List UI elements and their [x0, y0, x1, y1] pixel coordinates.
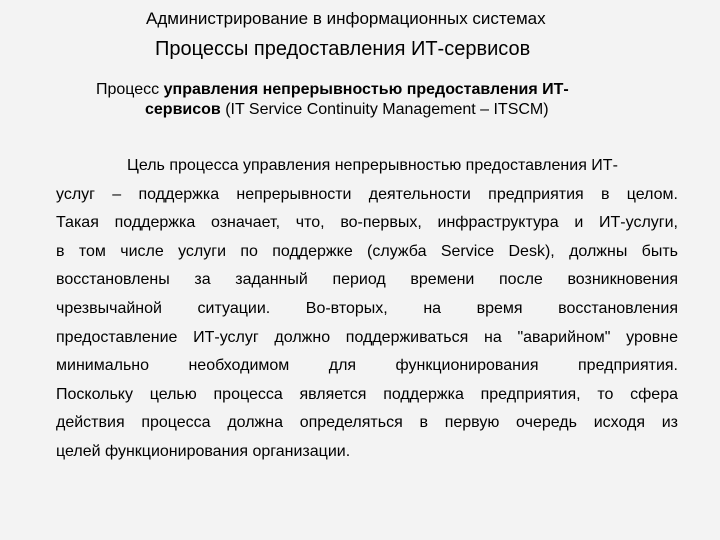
- body-line: восстановлены за заданный период времени после возникновения: [56, 271, 678, 289]
- body-line: предоставление ИТ-услуг должно поддерживаться на "аварийном" уровне: [56, 328, 678, 346]
- body-line: Цель процесса управления непрерывностью предоставления ИТ-: [127, 157, 618, 174]
- process-heading-prefix: Процесс: [96, 81, 164, 98]
- body-paragraph: [56, 152, 678, 467]
- course-title: Администрирование в информационных системах: [146, 9, 546, 28]
- process-heading-line-1: [96, 80, 656, 100]
- body-line: минимально необходимом для функционирования предприятия.: [56, 357, 678, 375]
- process-heading-line-2: [96, 100, 656, 120]
- body-line: Такая поддержка означает, что, во-первых, инфраструктура и ИТ-услуги,: [56, 214, 678, 232]
- process-heading-bold-line-1: управления непрерывностью предоставления ИТ-: [163, 81, 569, 98]
- body-line: действия процесса должна определяться в первую очередь исходя из: [56, 414, 678, 432]
- body-line: в том числе услуги по поддержке (служба Service Desk), должны быть: [56, 242, 678, 260]
- process-heading: [96, 80, 656, 120]
- process-heading-suffix: (IT Service Continuity Management – ITSCM): [220, 101, 549, 118]
- body-line: Поскольку целью процесса является поддержка предприятия, то сфера: [56, 385, 678, 403]
- section-title: Процессы предоставления ИТ-сервисов: [155, 38, 531, 60]
- process-heading-bold-line-2: сервисов: [145, 101, 221, 118]
- body-line: целей функционирования организации.: [56, 442, 351, 460]
- body-line: услуг – поддержка непрерывности деятельности предприятия в целом.: [56, 185, 678, 203]
- body-line: чрезвычайной ситуации. Во-вторых, на время восстановления: [56, 299, 678, 317]
